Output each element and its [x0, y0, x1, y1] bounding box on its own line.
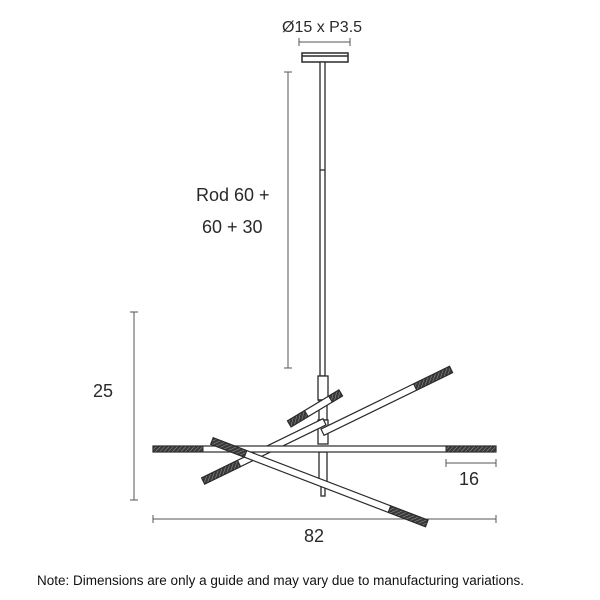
tube-length-label: 16: [459, 469, 480, 489]
height-label: 25: [93, 381, 114, 401]
light-arm-horizontal: [153, 446, 496, 452]
width-dimension: [153, 515, 496, 523]
suspension-rod: [320, 62, 325, 376]
canopy-dimension: [299, 38, 350, 46]
light-arm-short: [287, 390, 342, 427]
canopy-size-label: Ø15 x P3.5: [282, 19, 363, 36]
ceiling-canopy: [302, 53, 348, 62]
width-label: 82: [304, 526, 325, 546]
tube-dimension: [446, 459, 496, 467]
rod-length-label-line1: Rod 60 +: [196, 185, 270, 205]
rod-length-label-line2: 60 + 30: [202, 217, 263, 237]
height-dimension: [130, 312, 138, 500]
rod-dimension: [284, 72, 292, 368]
light-arm-upper-right: [321, 366, 453, 435]
disclaimer-note: Note: Dimensions are only a guide and may vary due to manufacturing variations.: [37, 573, 525, 588]
